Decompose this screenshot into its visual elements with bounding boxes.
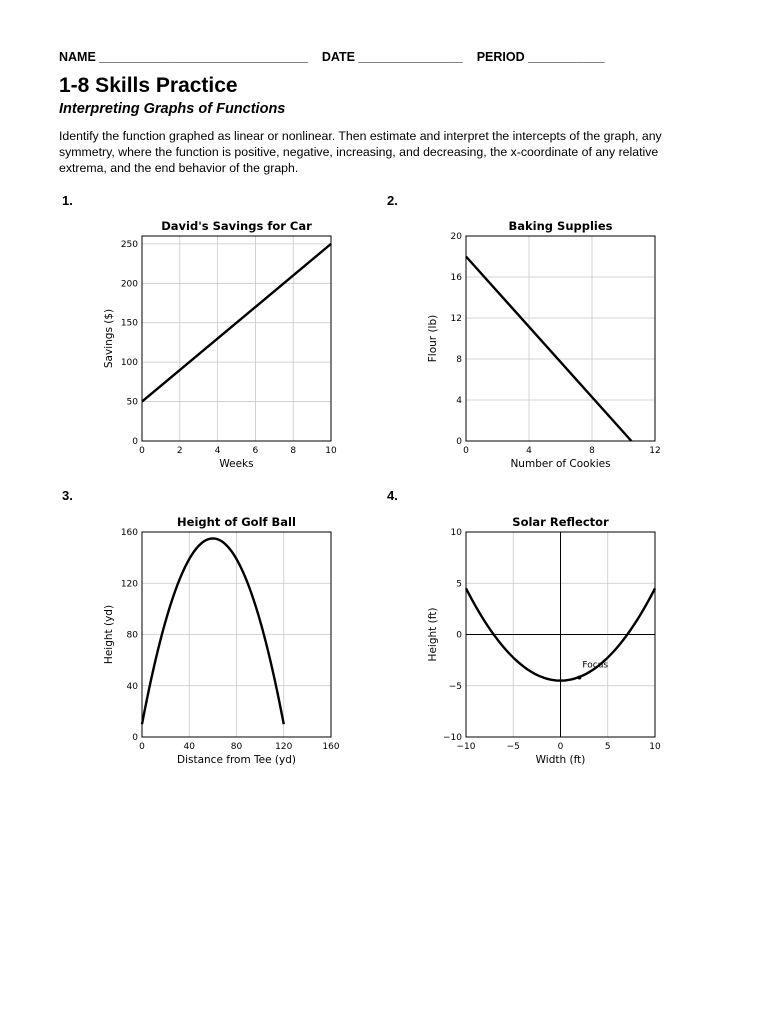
chart-title: Solar Reflector xyxy=(512,515,609,529)
y-tick-label: 12 xyxy=(450,314,462,324)
y-tick-label: 0 xyxy=(456,630,462,641)
y-tick-label: 20 xyxy=(450,232,462,242)
period-field[interactable]: PERIOD ___________ xyxy=(476,50,605,64)
y-tick-label: 0 xyxy=(456,437,462,447)
page-title: 1-8 Skills Practice xyxy=(59,74,238,97)
x-axis-label: Number of Cookies xyxy=(510,458,611,470)
chart-title: Height of Golf Ball xyxy=(177,515,296,529)
focus-label: Focus xyxy=(582,660,609,671)
x-tick-label: 4 xyxy=(526,446,532,456)
x-tick-label: 10 xyxy=(325,446,337,456)
series-line xyxy=(142,538,284,724)
y-tick-label: 150 xyxy=(120,318,138,329)
y-tick-label: 10 xyxy=(450,528,462,538)
series-line xyxy=(466,257,631,442)
x-tick-label: 40 xyxy=(183,742,195,752)
y-tick-label: 160 xyxy=(120,528,138,538)
y-axis-label: Flour (lb) xyxy=(427,314,439,363)
x-axis-label: Distance from Tee (yd) xyxy=(177,754,296,766)
x-tick-label: 0 xyxy=(463,446,469,456)
x-tick-label: 0 xyxy=(139,446,145,456)
chart-title: David's Savings for Car xyxy=(161,219,312,233)
x-tick-label: 12 xyxy=(649,446,661,456)
y-tick-label: 250 xyxy=(120,239,138,250)
x-tick-label: 0 xyxy=(557,742,564,752)
baking-chart xyxy=(424,212,669,474)
problem-number-2: 2. xyxy=(387,193,398,208)
golf-chart xyxy=(100,508,345,770)
y-tick-label: 16 xyxy=(450,273,462,283)
chart-title: Baking Supplies xyxy=(508,219,613,233)
x-tick-label: 0 xyxy=(139,742,145,752)
x-tick-label: 6 xyxy=(252,446,259,456)
y-tick-label: 120 xyxy=(120,579,138,590)
date-field[interactable]: DATE _______________ xyxy=(321,50,463,64)
x-axis-label: Width (ft) xyxy=(535,754,586,766)
x-tick-label: 5 xyxy=(604,742,611,752)
y-tick-label: 4 xyxy=(456,396,462,406)
problem-number-3: 3. xyxy=(62,488,73,503)
x-tick-label: 8 xyxy=(290,446,297,456)
solar-chart xyxy=(424,508,669,770)
y-tick-label: −5 xyxy=(448,681,462,692)
y-tick-label: 5 xyxy=(456,579,462,590)
page-subtitle: Interpreting Graphs of Functions xyxy=(59,101,286,117)
y-tick-label: 40 xyxy=(126,681,138,692)
x-tick-label: 2 xyxy=(176,446,183,456)
x-axis-label: Weeks xyxy=(219,458,254,470)
x-tick-label: 80 xyxy=(230,742,243,752)
y-tick-label: 100 xyxy=(120,358,138,369)
y-tick-label: 8 xyxy=(456,355,462,365)
y-axis-label: Savings ($) xyxy=(103,308,115,369)
y-tick-label: 0 xyxy=(132,437,138,447)
x-tick-label: 8 xyxy=(589,446,595,456)
name-field[interactable]: NAME ______________________________ xyxy=(59,50,308,64)
x-tick-label: 4 xyxy=(214,446,221,456)
problem-number-1: 1. xyxy=(62,193,73,208)
x-tick-label: 160 xyxy=(322,742,340,752)
x-tick-label: 10 xyxy=(649,742,661,752)
savings-chart xyxy=(100,212,345,474)
x-tick-label: −5 xyxy=(506,742,520,752)
x-tick-label: −10 xyxy=(456,742,476,752)
focus-point xyxy=(577,676,581,680)
y-tick-label: 80 xyxy=(126,630,138,641)
y-tick-label: −10 xyxy=(443,733,462,743)
instructions: Identify the function graphed as linear or nonlinear. Then estimate and interpret the intercepts of the graph, any symmetry, where the function is positive, negative, increasing, and decreasing, the x-coordinate of any relative extrema, and the end behavior of the graph. xyxy=(59,129,662,175)
problem-number-4: 4. xyxy=(387,488,398,503)
y-axis-label: Height (ft) xyxy=(427,607,439,662)
y-tick-label: 50 xyxy=(126,397,138,408)
y-tick-label: 200 xyxy=(120,279,138,290)
x-tick-label: 120 xyxy=(275,742,293,752)
y-axis-label: Height (yd) xyxy=(103,604,115,665)
y-tick-label: 0 xyxy=(132,733,138,743)
student-header xyxy=(59,50,619,64)
plot-frame xyxy=(466,236,655,441)
